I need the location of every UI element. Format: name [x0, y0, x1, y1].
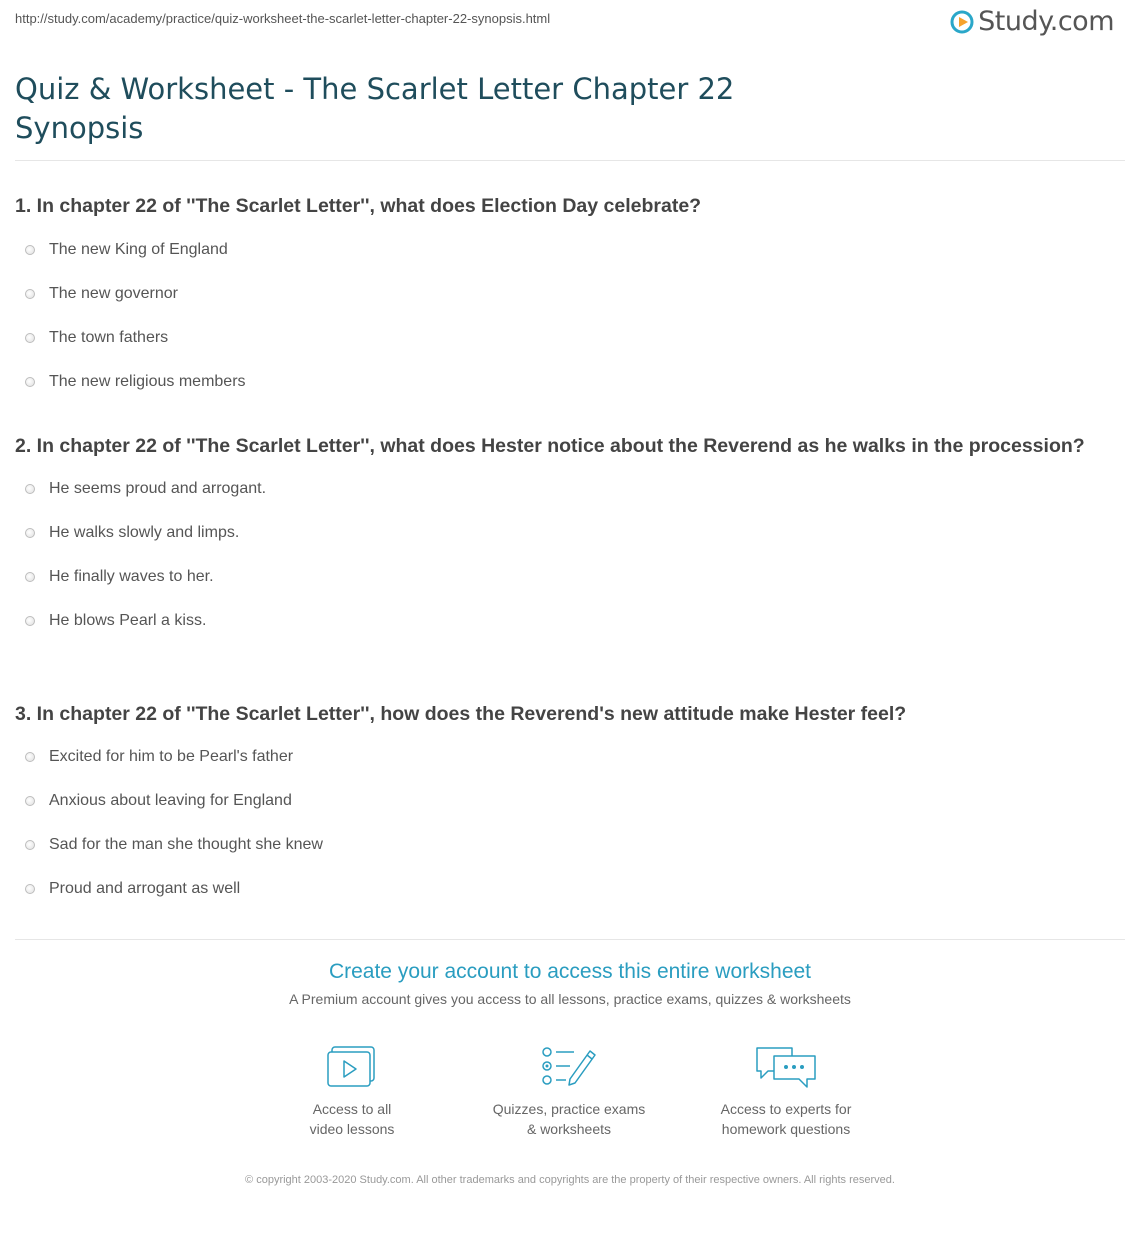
play-circle-icon: [950, 10, 974, 34]
answer-option[interactable]: [15, 272, 1125, 316]
radio-button[interactable]: [25, 333, 35, 343]
feature-line: & worksheets: [526, 1121, 612, 1137]
question-text: 1. In chapter 22 of ''The Scarlet Letter'', what does Election Day celebrate?: [15, 195, 702, 217]
radio-button[interactable]: [25, 616, 35, 626]
feature-experts: [686, 1045, 886, 1139]
chat-bubbles-icon: [754, 1045, 818, 1089]
title-divider: [15, 160, 1125, 161]
answer-option[interactable]: [15, 360, 1125, 404]
answer-option[interactable]: [15, 779, 1125, 823]
answer-label: He seems proud and arrogant.: [49, 480, 267, 497]
radio-button[interactable]: [25, 289, 35, 299]
answer-label: He blows Pearl a kiss.: [49, 612, 207, 629]
quiz-checklist-icon: [540, 1045, 598, 1089]
video-lessons-icon: [326, 1045, 378, 1089]
feature-line: Quizzes, practice exams: [492, 1101, 646, 1117]
answer-option[interactable]: [15, 467, 1125, 511]
radio-button[interactable]: [25, 884, 35, 894]
radio-button[interactable]: [25, 528, 35, 538]
question-3: [15, 700, 1125, 911]
answer-label: Proud and arrogant as well: [49, 880, 241, 897]
feature-line: homework questions: [721, 1121, 851, 1137]
radio-button[interactable]: [25, 840, 35, 850]
answer-option[interactable]: [15, 823, 1125, 867]
answer-option[interactable]: [15, 316, 1125, 360]
answer-label: The town fathers: [49, 329, 169, 346]
feature-label: [686, 1099, 886, 1139]
answer-option[interactable]: [15, 228, 1125, 272]
copyright-footer: © copyright 2003-2020 Study.com. All other trademarks and copyrights are the property of their respective owners. All rights reserved.: [245, 1174, 895, 1186]
radio-button[interactable]: [25, 484, 35, 494]
answer-option[interactable]: [15, 511, 1125, 555]
answer-label: The new governor: [49, 285, 178, 302]
page-title: Quiz & Worksheet - The Scarlet Letter Chapter 22 Synopsis: [15, 72, 735, 145]
feature-line: Access to experts for: [720, 1101, 852, 1117]
logo-text: Study.com: [978, 6, 1114, 37]
answer-label: Sad for the man she thought she knew: [49, 836, 323, 853]
question-text: 3. In chapter 22 of ''The Scarlet Letter'', how does the Reverend's new attitude make Hester feel?: [15, 703, 907, 725]
answer-label: He finally waves to her.: [49, 568, 214, 585]
feature-quizzes: [469, 1045, 669, 1139]
page-url: http://study.com/academy/practice/quiz-worksheet-the-scarlet-letter-chapter-22-synopsis.html: [15, 11, 551, 26]
answer-list: [15, 228, 1125, 404]
answer-option[interactable]: [15, 555, 1125, 599]
section-divider: [15, 939, 1125, 940]
answer-list: [15, 735, 1125, 911]
radio-button[interactable]: [25, 572, 35, 582]
answer-label: The new King of England: [49, 241, 228, 258]
answer-option[interactable]: [15, 735, 1125, 779]
radio-button[interactable]: [25, 796, 35, 806]
answer-label: Anxious about leaving for England: [49, 792, 292, 809]
cta-subtitle: A Premium account gives you access to all lessons, practice exams, quizzes & worksheets: [289, 991, 851, 1007]
study-logo[interactable]: [950, 6, 1114, 37]
answer-label: Excited for him to be Pearl's father: [49, 748, 294, 765]
answer-label: The new religious members: [49, 373, 246, 390]
answer-option[interactable]: [15, 599, 1125, 643]
create-account-link[interactable]: Create your account to access this entire worksheet: [328, 960, 812, 983]
feature-video-lessons: [252, 1045, 452, 1139]
feature-label: [252, 1099, 452, 1139]
radio-button[interactable]: [25, 752, 35, 762]
radio-button[interactable]: [25, 377, 35, 387]
feature-line: video lessons: [309, 1121, 395, 1137]
answer-list: [15, 467, 1125, 643]
feature-label: [469, 1099, 669, 1139]
question-text: 2. In chapter 22 of ''The Scarlet Letter'', what does Hester notice about the Reverend as he walks in the procession?: [15, 435, 1085, 457]
answer-label: He walks slowly and limps.: [49, 524, 240, 541]
feature-line: Access to all: [312, 1101, 392, 1117]
radio-button[interactable]: [25, 245, 35, 255]
question-2: [15, 432, 1125, 643]
question-1: [15, 192, 1125, 404]
answer-option[interactable]: [15, 867, 1125, 911]
